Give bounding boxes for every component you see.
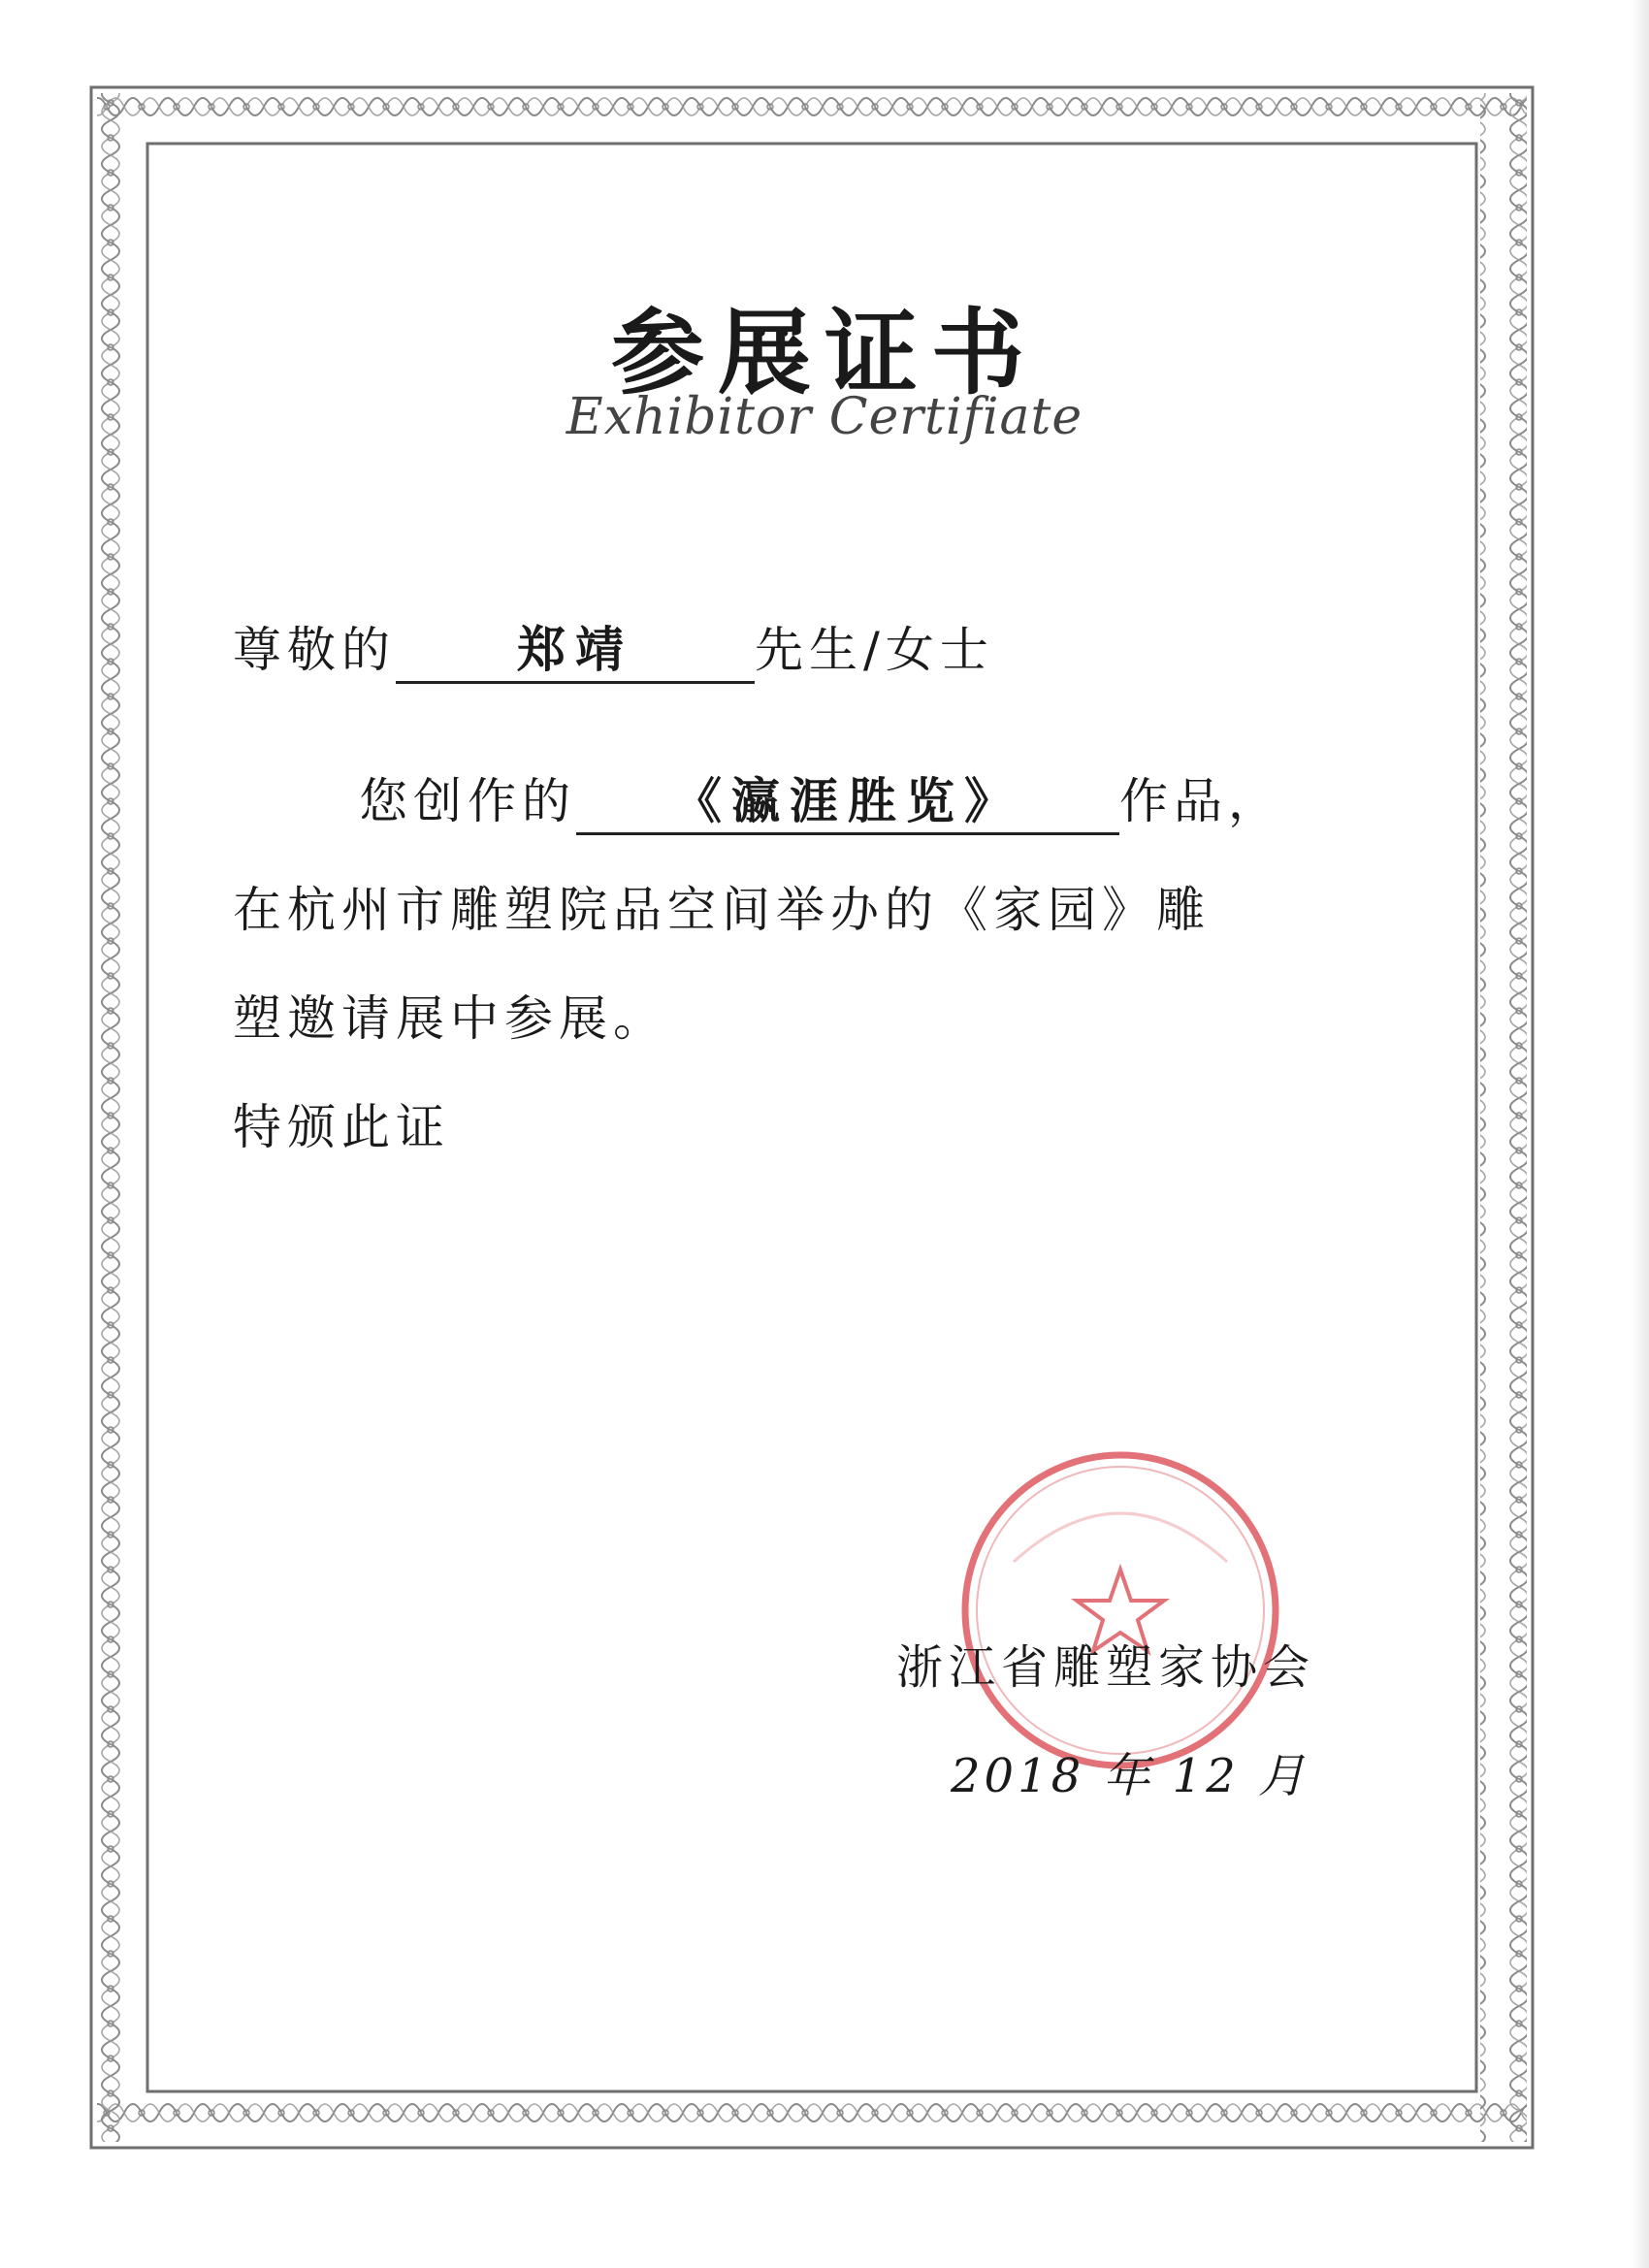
body-line-2: 塑邀请展中参展。 [233, 990, 667, 1047]
certificate-subtitle: Exhibitor Certifiate [566, 388, 1083, 446]
salutation-prefix: 尊敬的 [233, 622, 396, 678]
issue-date: 2018 年 12 月 [951, 1749, 1310, 1803]
work-line [359, 762, 1282, 835]
issuer-name: 浙江省雕塑家协会 [895, 1640, 1315, 1695]
work-prefix: 您创作的 [359, 773, 576, 829]
salutation-line [233, 611, 994, 684]
work-title: 《瀛涯胜览》 [576, 762, 1119, 835]
recipient-name: 郑靖 [396, 611, 755, 684]
official-seal [955, 1445, 1285, 1775]
salutation-suffix: 先生/女士 [755, 622, 994, 678]
certificate-title: 参展证书 [611, 298, 1038, 407]
body-line-1: 在杭州市雕塑院品空间举办的《家园》雕 [233, 882, 1211, 938]
closing-text: 特颁此证 [233, 1099, 450, 1155]
work-suffix: 作品， [1119, 773, 1282, 829]
